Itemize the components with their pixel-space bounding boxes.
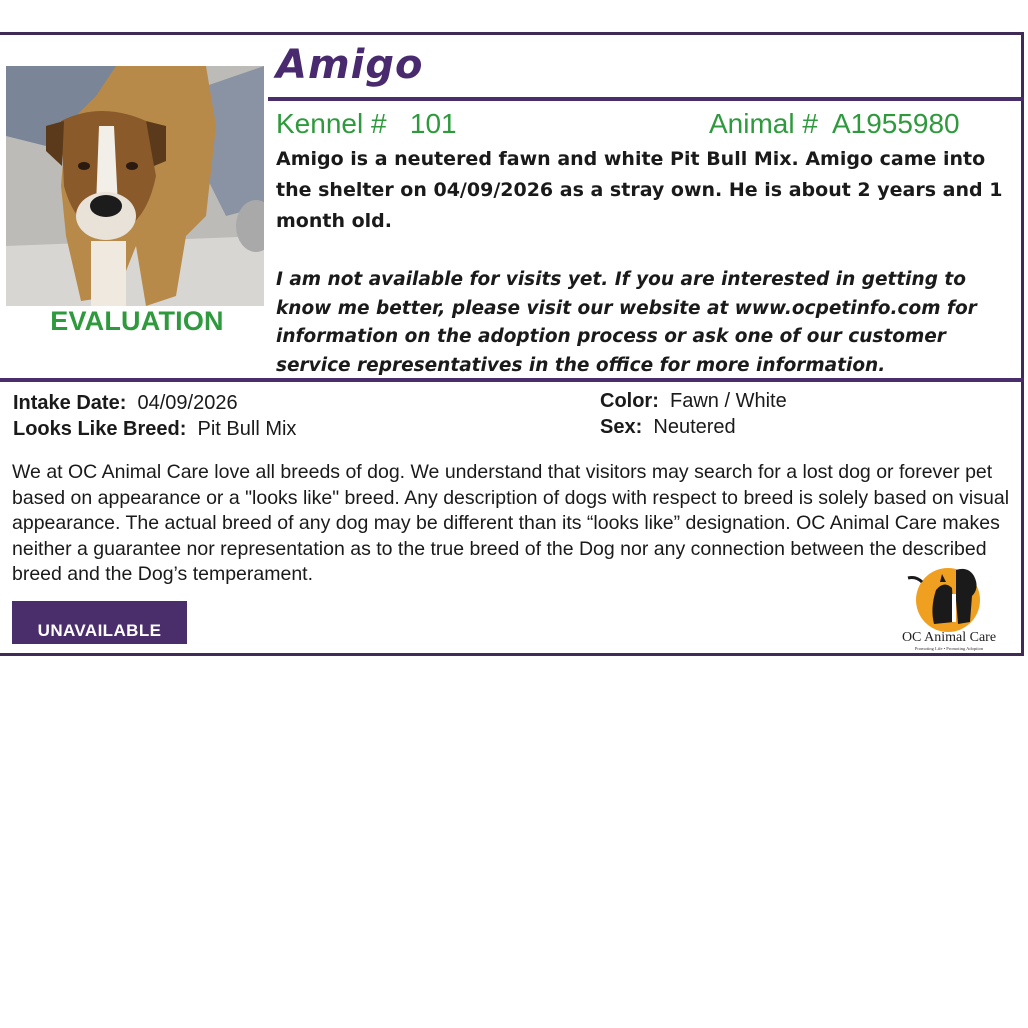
dog-cat-logo-icon	[896, 560, 1002, 632]
animal-description: Amigo is a neutered fawn and white Pit Bull Mix. Amigo came into the shelter on 04/09/2026 as a stray own. He is about 2 years and 1 month old.	[276, 148, 1003, 232]
color-row	[600, 388, 787, 414]
visit-notice: I am not available for visits yet. If you are interested in getting to know me better, please visit our website at www.ocpetinfo.com for information on the adoption process or ask one of our customer service representatives in the office for more information.	[276, 269, 977, 376]
intake-date-value: 04/09/2026	[137, 392, 238, 414]
animal-name: Amigo	[276, 42, 424, 88]
oc-animal-care-logo	[896, 560, 1002, 654]
color-label: Color:	[600, 390, 659, 412]
breed-label: Looks Like Breed:	[13, 418, 187, 440]
dog-photo	[6, 66, 264, 306]
intake-date-label: Intake Date:	[13, 392, 127, 414]
sex-value: Neutered	[653, 416, 736, 438]
sex-label: Sex:	[600, 416, 643, 438]
animal-id: Animal # A1955980	[709, 108, 960, 139]
breed-disclaimer: We at OC Animal Care love all breeds of dog. We understand that visitors may search for a lost dog or forever pet based on appearance or a "looks like" breed. Any description of dogs with respect to breed is solely based on visual appearance. The actual breed of any dog may be different than its “looks like” designation. OC Animal Care makes neither a guarantee nor representation as to the true breed of the Dog nor any connection between the described breed and the Dog’s temperament.	[12, 461, 1010, 585]
logo-tagline: Promoting Life • Promoting Adoption	[914, 646, 984, 651]
intake-breed-info	[13, 390, 296, 442]
color-sex-info	[600, 388, 787, 440]
kennel-number: Kennel # 101	[276, 108, 457, 139]
intake-date-row	[13, 390, 296, 416]
header-divider	[268, 97, 1024, 101]
unavailable-button[interactable]: UNAVAILABLE	[12, 601, 187, 644]
breed-row	[13, 416, 296, 442]
breed-value: Pit Bull Mix	[197, 418, 297, 440]
logo-text: OC Animal Care	[901, 630, 997, 645]
color-value: Fawn / White	[670, 390, 787, 412]
evaluation-status-label: EVALUATION	[50, 306, 224, 336]
section-divider	[0, 378, 1024, 382]
sex-row	[600, 414, 787, 440]
